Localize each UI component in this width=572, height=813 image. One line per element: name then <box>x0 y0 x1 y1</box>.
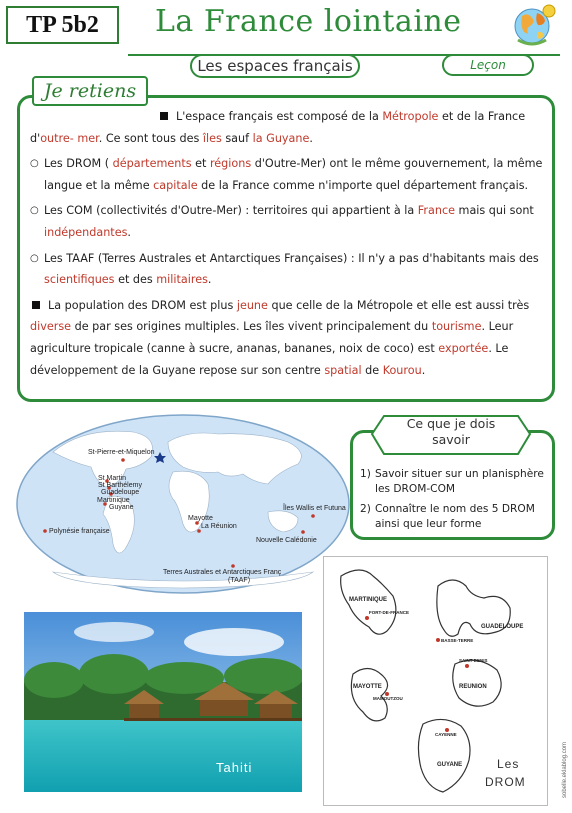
tp-code: TP 5b2 <box>6 6 119 44</box>
para-espace <box>30 106 548 149</box>
map-label: (TAAF) <box>228 577 251 584</box>
square-bullet-icon <box>160 112 168 120</box>
world-map <box>13 412 353 597</box>
savoir-list <box>360 467 550 537</box>
keyword: îles <box>202 131 222 145</box>
page-title: La France lointaine <box>155 4 462 39</box>
text: et <box>191 157 210 171</box>
text: . Leur agriculture tropicale (canne à sucre, ananas, bananes, noix de coco) est <box>30 320 514 355</box>
map-label: Îles Wallis et Futuna <box>283 505 346 512</box>
globe-icon <box>510 2 558 50</box>
keyword: scientifiques <box>44 273 115 287</box>
map-label: Mayotte <box>188 515 213 522</box>
drom-label: MARTINIQUE <box>349 597 387 603</box>
credit-label: sobelle.eklablog.com <box>562 741 568 798</box>
drom-label: GUADELOUPE <box>481 624 524 630</box>
keyword: France <box>417 204 455 218</box>
circle-bullet-icon: ○ <box>30 205 39 217</box>
list-item-drom <box>30 153 548 196</box>
lesson-text <box>30 106 548 381</box>
item-text <box>44 153 548 196</box>
keyword: Métropole <box>382 110 439 123</box>
text: que celle de la Métropole et elle est aussi très <box>267 298 530 312</box>
text: L'espace français est composé de la <box>176 110 383 123</box>
circle-bullet-icon: ○ <box>30 252 39 264</box>
text: . <box>309 131 313 145</box>
map-label: Guadeloupe <box>101 489 140 496</box>
text: de la France comme n'importe quel département français. <box>197 178 529 192</box>
text: . <box>207 273 212 287</box>
drom-caption: Les <box>497 757 520 771</box>
text: . Ce sont tous des <box>98 131 203 145</box>
map-label: St Martin <box>98 475 127 482</box>
text: . <box>421 363 426 377</box>
keyword: la Guyane <box>252 131 310 145</box>
item-text <box>44 200 548 243</box>
keyword: outre- mer <box>40 131 99 145</box>
item-text: Savoir situer sur un planisphère les DROM-COM <box>375 468 544 495</box>
tahiti-photo <box>24 612 302 792</box>
drom-label: SAINT-DENIS <box>459 658 488 663</box>
list-item-taaf <box>30 248 548 291</box>
keyword: départements <box>112 157 192 171</box>
text: . <box>127 225 131 239</box>
text: mais qui sont <box>455 204 534 218</box>
keyword: régions <box>209 157 252 171</box>
savoir-item <box>360 467 550 496</box>
text: et des <box>114 273 157 287</box>
savoir-item <box>360 502 550 531</box>
drom-label: CAYENNE <box>435 732 457 737</box>
map-label: Terres Australes et Antarctiques Franç <box>163 569 282 576</box>
drom-label: MAMOUTZOU <box>373 696 403 701</box>
square-bullet-icon <box>32 301 40 309</box>
text: La population des DROM est plus <box>48 298 237 312</box>
map-label: St Barthélemy <box>98 482 142 489</box>
photo-caption: Tahiti <box>216 760 253 775</box>
page-subtitle: Les espaces français <box>190 54 360 78</box>
lecon-badge: Leçon <box>442 54 534 76</box>
text: Les COM (collectivités d'Outre-Mer) : territoires qui appartient à la <box>44 204 418 218</box>
keyword: diverse <box>30 320 72 334</box>
map-label: Guyane <box>109 504 134 511</box>
text: d'Outre-Mer) ont le même gouvernement, la même langue et la même <box>44 157 543 192</box>
savoir-title-line: Ce que je dois <box>406 416 496 431</box>
drom-label: GUYANE <box>437 762 463 768</box>
text: sauf <box>221 131 253 145</box>
drom-label: FORT-DE-FRANCE <box>369 610 409 615</box>
text: Les DROM ( <box>44 157 113 171</box>
para-population <box>30 295 548 381</box>
text: de par ses origines multiples. Les îles vivent principalement du <box>71 320 432 334</box>
text: Les TAAF (Terres Australes et Antarctiques Françaises) : Il n'y a pas d'habitants mais des <box>44 251 539 265</box>
savoir-title-line: savoir <box>432 432 470 447</box>
item-number: 1) <box>360 468 371 480</box>
item-text <box>44 248 548 291</box>
drom-caption: DROM <box>485 775 526 789</box>
map-label: La Réunion <box>201 523 237 530</box>
list-item-com <box>30 200 548 243</box>
savoir-title <box>370 416 532 448</box>
keyword: militaires <box>156 273 208 287</box>
keyword: indépendantes <box>44 225 128 239</box>
keyword: Kourou <box>382 363 422 377</box>
drom-map <box>323 556 548 806</box>
keyword: tourisme <box>431 320 482 334</box>
map-label: Polynésie française <box>49 528 110 535</box>
item-text: Connaître le nom des 5 DROM ainsi que leur forme <box>375 503 535 530</box>
text: de <box>361 363 383 377</box>
drom-label: BASSE-TERRE <box>441 638 474 643</box>
map-label: Nouvelle Calédonie <box>256 537 317 544</box>
credit-text <box>556 700 570 800</box>
map-label: Martinique <box>97 497 130 504</box>
keyword: jeune <box>236 298 268 312</box>
map-label: St-Pierre-et-Miquelon <box>88 449 155 456</box>
text: . Le développement de la Guyane repose sur son centre <box>30 341 509 377</box>
item-number: 2) <box>360 503 371 515</box>
keyword: exportée <box>438 341 489 355</box>
keyword: capitale <box>153 178 198 192</box>
drom-label: MAYOTTE <box>353 684 382 690</box>
keyword: spatial <box>324 363 362 377</box>
je-retiens-label: Je retiens <box>32 76 148 106</box>
circle-bullet-icon: ○ <box>30 158 39 170</box>
drom-label: REUNION <box>459 684 487 690</box>
text: et de la France d' <box>30 110 526 145</box>
